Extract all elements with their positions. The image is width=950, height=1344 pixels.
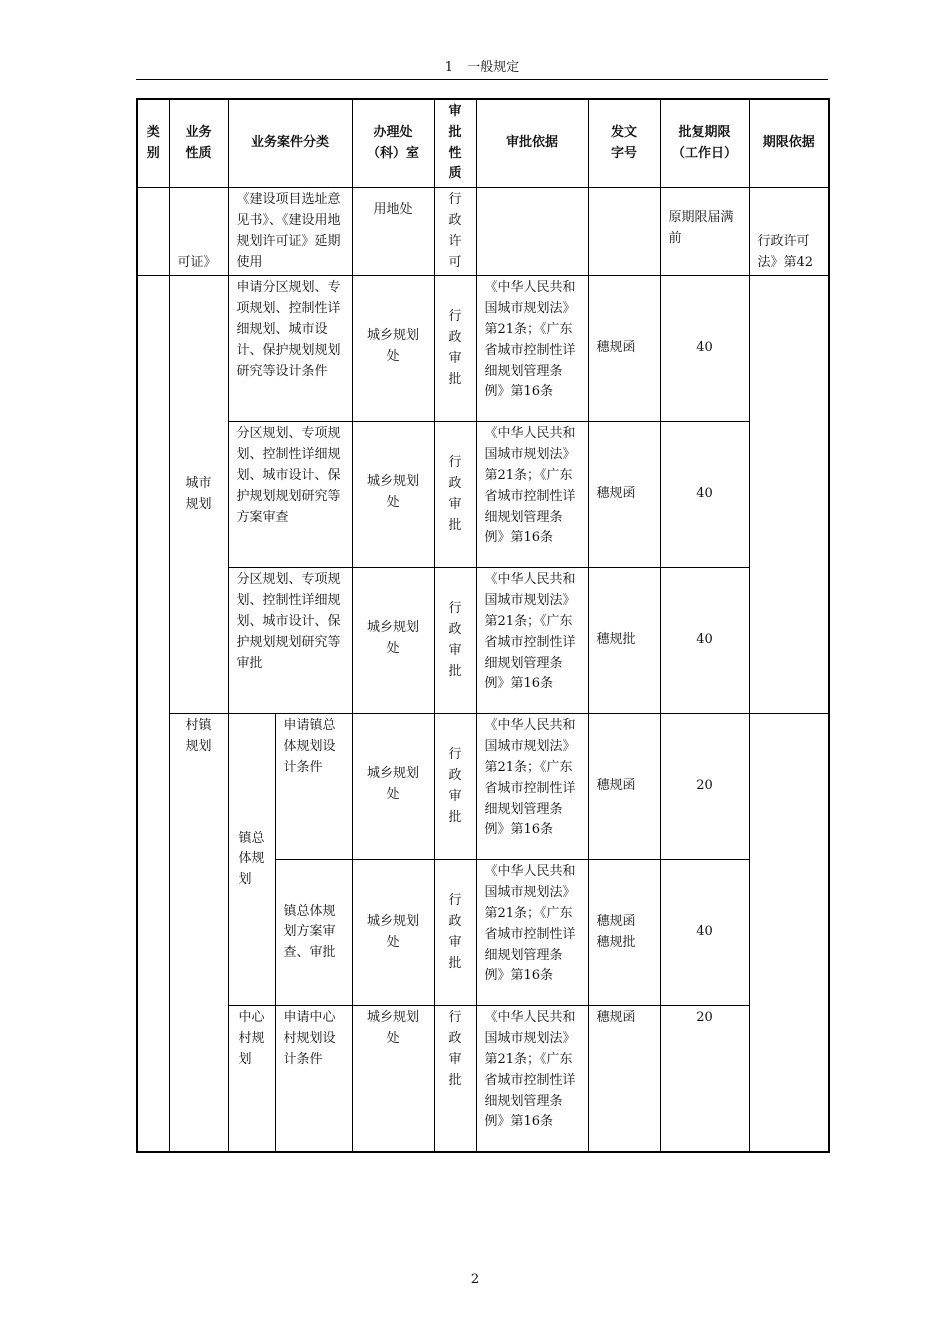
basis-cell: 《中华人民共和国城市规划法》第21条；《广东省城市控制性详细规划管理条例》第16条 [476,276,588,422]
approval-type-cell: 行政许可 [434,188,476,276]
classification-cell: 申请镇总体规划设计条件 [275,714,352,860]
col-period-basis-header: 期限依据 [749,99,829,188]
col-category-header: 类别 [137,99,169,188]
approval-type-cell: 行政审批 [434,714,476,860]
basis-cell: 《中华人民共和国城市规划法》第21条；《广东省城市控制性详细规划管理条例》第16条 [476,568,588,714]
period-cell: 20 [660,1006,749,1152]
table-header-row [137,99,829,188]
basis-cell: 《中华人民共和国城市规划法》第21条；《广东省城市控制性详细规划管理条例》第16条 [476,860,588,1006]
classification-cell: 镇总体规划方案审查、审批 [275,860,352,1006]
basis-cell: 《中华人民共和国城市规划法》第21条；《广东省城市控制性详细规划管理条例》第16条 [476,1006,588,1152]
approval-type-cell: 行政审批 [434,1006,476,1152]
period-cell: 40 [660,422,749,568]
table-row [137,714,829,860]
group-town-master-plan: 镇总体规划 [228,714,275,1006]
group-city-planning: 城市规划 [169,276,228,714]
classification-cell: 申请中心村规划设计条件 [275,1006,352,1152]
doc-code-cell [588,188,660,276]
col-classification-header: 业务案件分类 [228,99,352,188]
period-cell: 20 [660,714,749,860]
group-central-village-plan: 中心村规划 [228,1006,275,1152]
table-row [137,568,829,714]
category-cell [137,188,169,276]
nature-cell: 可证》 [169,188,228,276]
office-cell: 城乡规划处 [352,860,434,1006]
classification-cell: 申请分区规划、专项规划、控制性详细规划、城市设计、保护规划规划研究等设计条件 [228,276,352,422]
classification-cell: 分区规划、专项规划、控制性详细规划、城市设计、保护规划规划研究等方案审查 [228,422,352,568]
basis-cell: 《中华人民共和国城市规划法》第21条；《广东省城市控制性详细规划管理条例》第16条 [476,714,588,860]
approval-type-cell: 行政审批 [434,422,476,568]
office-cell: 城乡规划处 [352,422,434,568]
col-approval-type-header: 审批性质 [434,99,476,188]
approval-type-cell: 行政审批 [434,276,476,422]
doc-code-cell: 穗规函 [588,1006,660,1152]
page-number: 2 [470,1272,480,1287]
col-doc-code-header: 发文字号 [588,99,660,188]
period-cell: 40 [660,276,749,422]
table-row [137,422,829,568]
approval-type-cell: 行政审批 [434,568,476,714]
page-header [136,56,828,80]
period-basis-cell: 行政许可法》第42 [749,188,829,276]
section-title: 一般规定 [467,60,520,75]
doc-code-cell: 穗规批 [588,568,660,714]
doc-code-cell: 穗规函 穗规批 [588,860,660,1006]
doc-code-cell: 穗规函 [588,422,660,568]
period-cell: 40 [660,568,749,714]
basis-cell [476,188,588,276]
period-basis-cell [749,714,829,1152]
section-number: 1 [444,60,454,75]
approval-type-cell: 行政审批 [434,860,476,1006]
period-cell: 原期限届满前 [660,188,749,276]
classification-cell: 分区规划、专项规划、控制性详细规划、城市设计、保护规划规划研究等审批 [228,568,352,714]
basis-cell: 《中华人民共和国城市规划法》第21条；《广东省城市控制性详细规划管理条例》第16条 [476,422,588,568]
period-basis-cell [749,276,829,714]
classification-cell: 《建设项目选址意见书》、《建设用地规划许可证》延期使用 [228,188,352,276]
doc-code-cell: 穗规函 [588,714,660,860]
table-row [137,276,829,422]
group-village-planning: 村镇规划 [169,714,228,1152]
office-cell: 用地处 [352,188,434,276]
category-cell [137,276,169,1152]
doc-code-cell: 穗规函 [588,276,660,422]
col-basis-header: 审批依据 [476,99,588,188]
col-period-header: 批复期限（工作日） [660,99,749,188]
col-office-header: 办理处（科）室 [352,99,434,188]
office-cell: 城乡规划处 [352,276,434,422]
office-cell: 城乡规划处 [352,568,434,714]
period-cell: 40 [660,860,749,1006]
approval-table [136,98,830,1153]
table-row [137,188,829,276]
office-cell: 城乡规划处 [352,714,434,860]
office-cell: 城乡规划处 [352,1006,434,1152]
col-nature-header: 业务性质 [169,99,228,188]
table-row [137,1006,829,1152]
